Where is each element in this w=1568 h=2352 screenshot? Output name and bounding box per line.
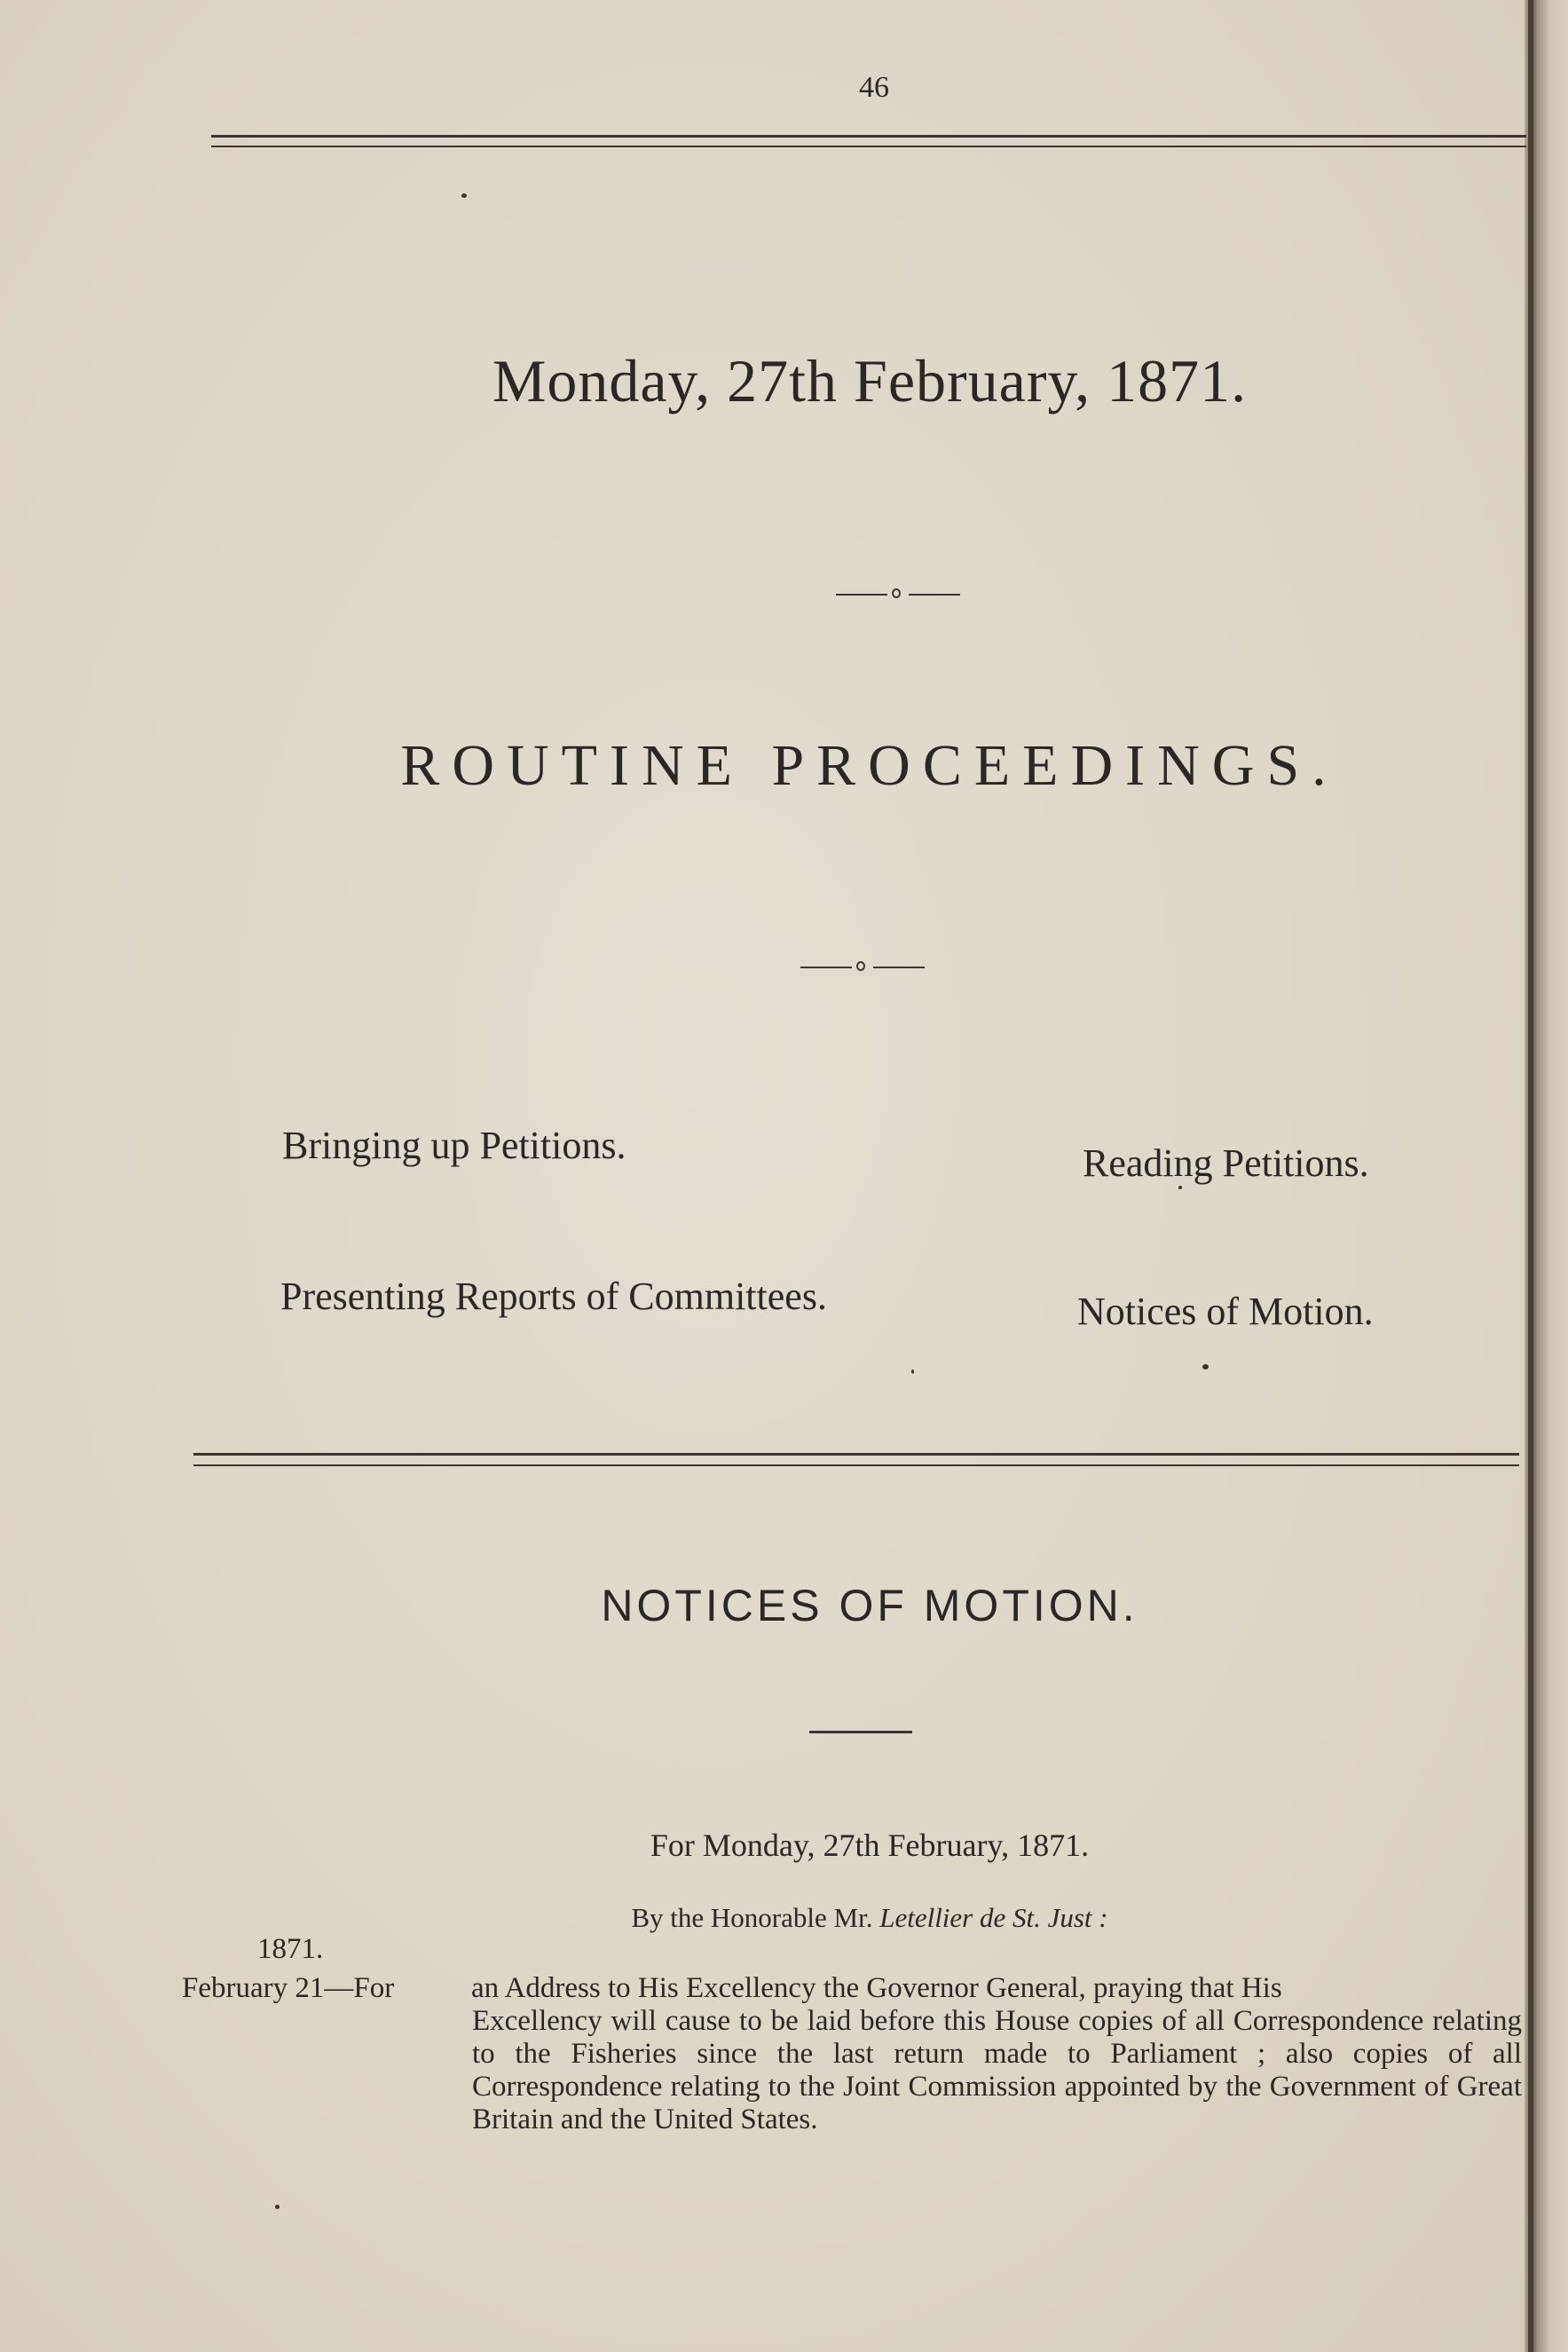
paper-speck — [1202, 1364, 1209, 1369]
ornament-divider — [836, 586, 960, 604]
routine-item-bringing-up-petitions: Bringing up Petitions. — [282, 1124, 626, 1167]
notices-of-motion-heading: NOTICES OF MOTION. — [601, 1581, 1139, 1630]
paper-speck — [1178, 1186, 1182, 1189]
top-rule-upper — [211, 135, 1526, 138]
paper-speck — [461, 193, 467, 198]
paper-speck — [275, 2205, 280, 2209]
binding-edge — [1528, 0, 1533, 2352]
routine-item-presenting-reports: Presenting Reports of Committees. — [280, 1275, 827, 1318]
motion-year: 1871. — [257, 1933, 324, 1965]
for-date-heading: For Monday, 27th February, 1871. — [650, 1827, 1090, 1863]
middle-rule-upper — [193, 1453, 1519, 1456]
ornament-divider — [800, 959, 925, 976]
short-rule — [809, 1731, 912, 1733]
middle-rule-lower — [193, 1464, 1519, 1466]
motion-first-line: an Address to His Excellency the Governor General, praying that His — [471, 1972, 1282, 2004]
routine-item-reading-petitions: Reading Petitions. — [1083, 1141, 1369, 1185]
routine-item-notices-of-motion: Notices of Motion. — [1077, 1290, 1374, 1333]
mover-prefix: By the Honorable Mr. — [631, 1902, 873, 1933]
sitting-date-heading: Monday, 27th February, 1871. — [492, 347, 1248, 414]
page-number: 46 — [859, 71, 889, 104]
mover-name: Letellier de St. Just : — [879, 1902, 1108, 1933]
paper-speck — [911, 1369, 914, 1374]
mover-line — [213, 1902, 1526, 1934]
routine-proceedings-heading: ROUTINE PROCEEDINGS. — [400, 733, 1339, 798]
motion-date: February 21—For — [182, 1972, 395, 2004]
motion-body: Excellency will cause to be laid before this House copies of all Correspondence relating to the Fisheries since the last return made to Parliament ; also copies of all Correspondence relating to the Joint Commission appointed by the Government of Great Britain and the United States. — [472, 2005, 1522, 2135]
top-rule-lower — [211, 146, 1526, 147]
